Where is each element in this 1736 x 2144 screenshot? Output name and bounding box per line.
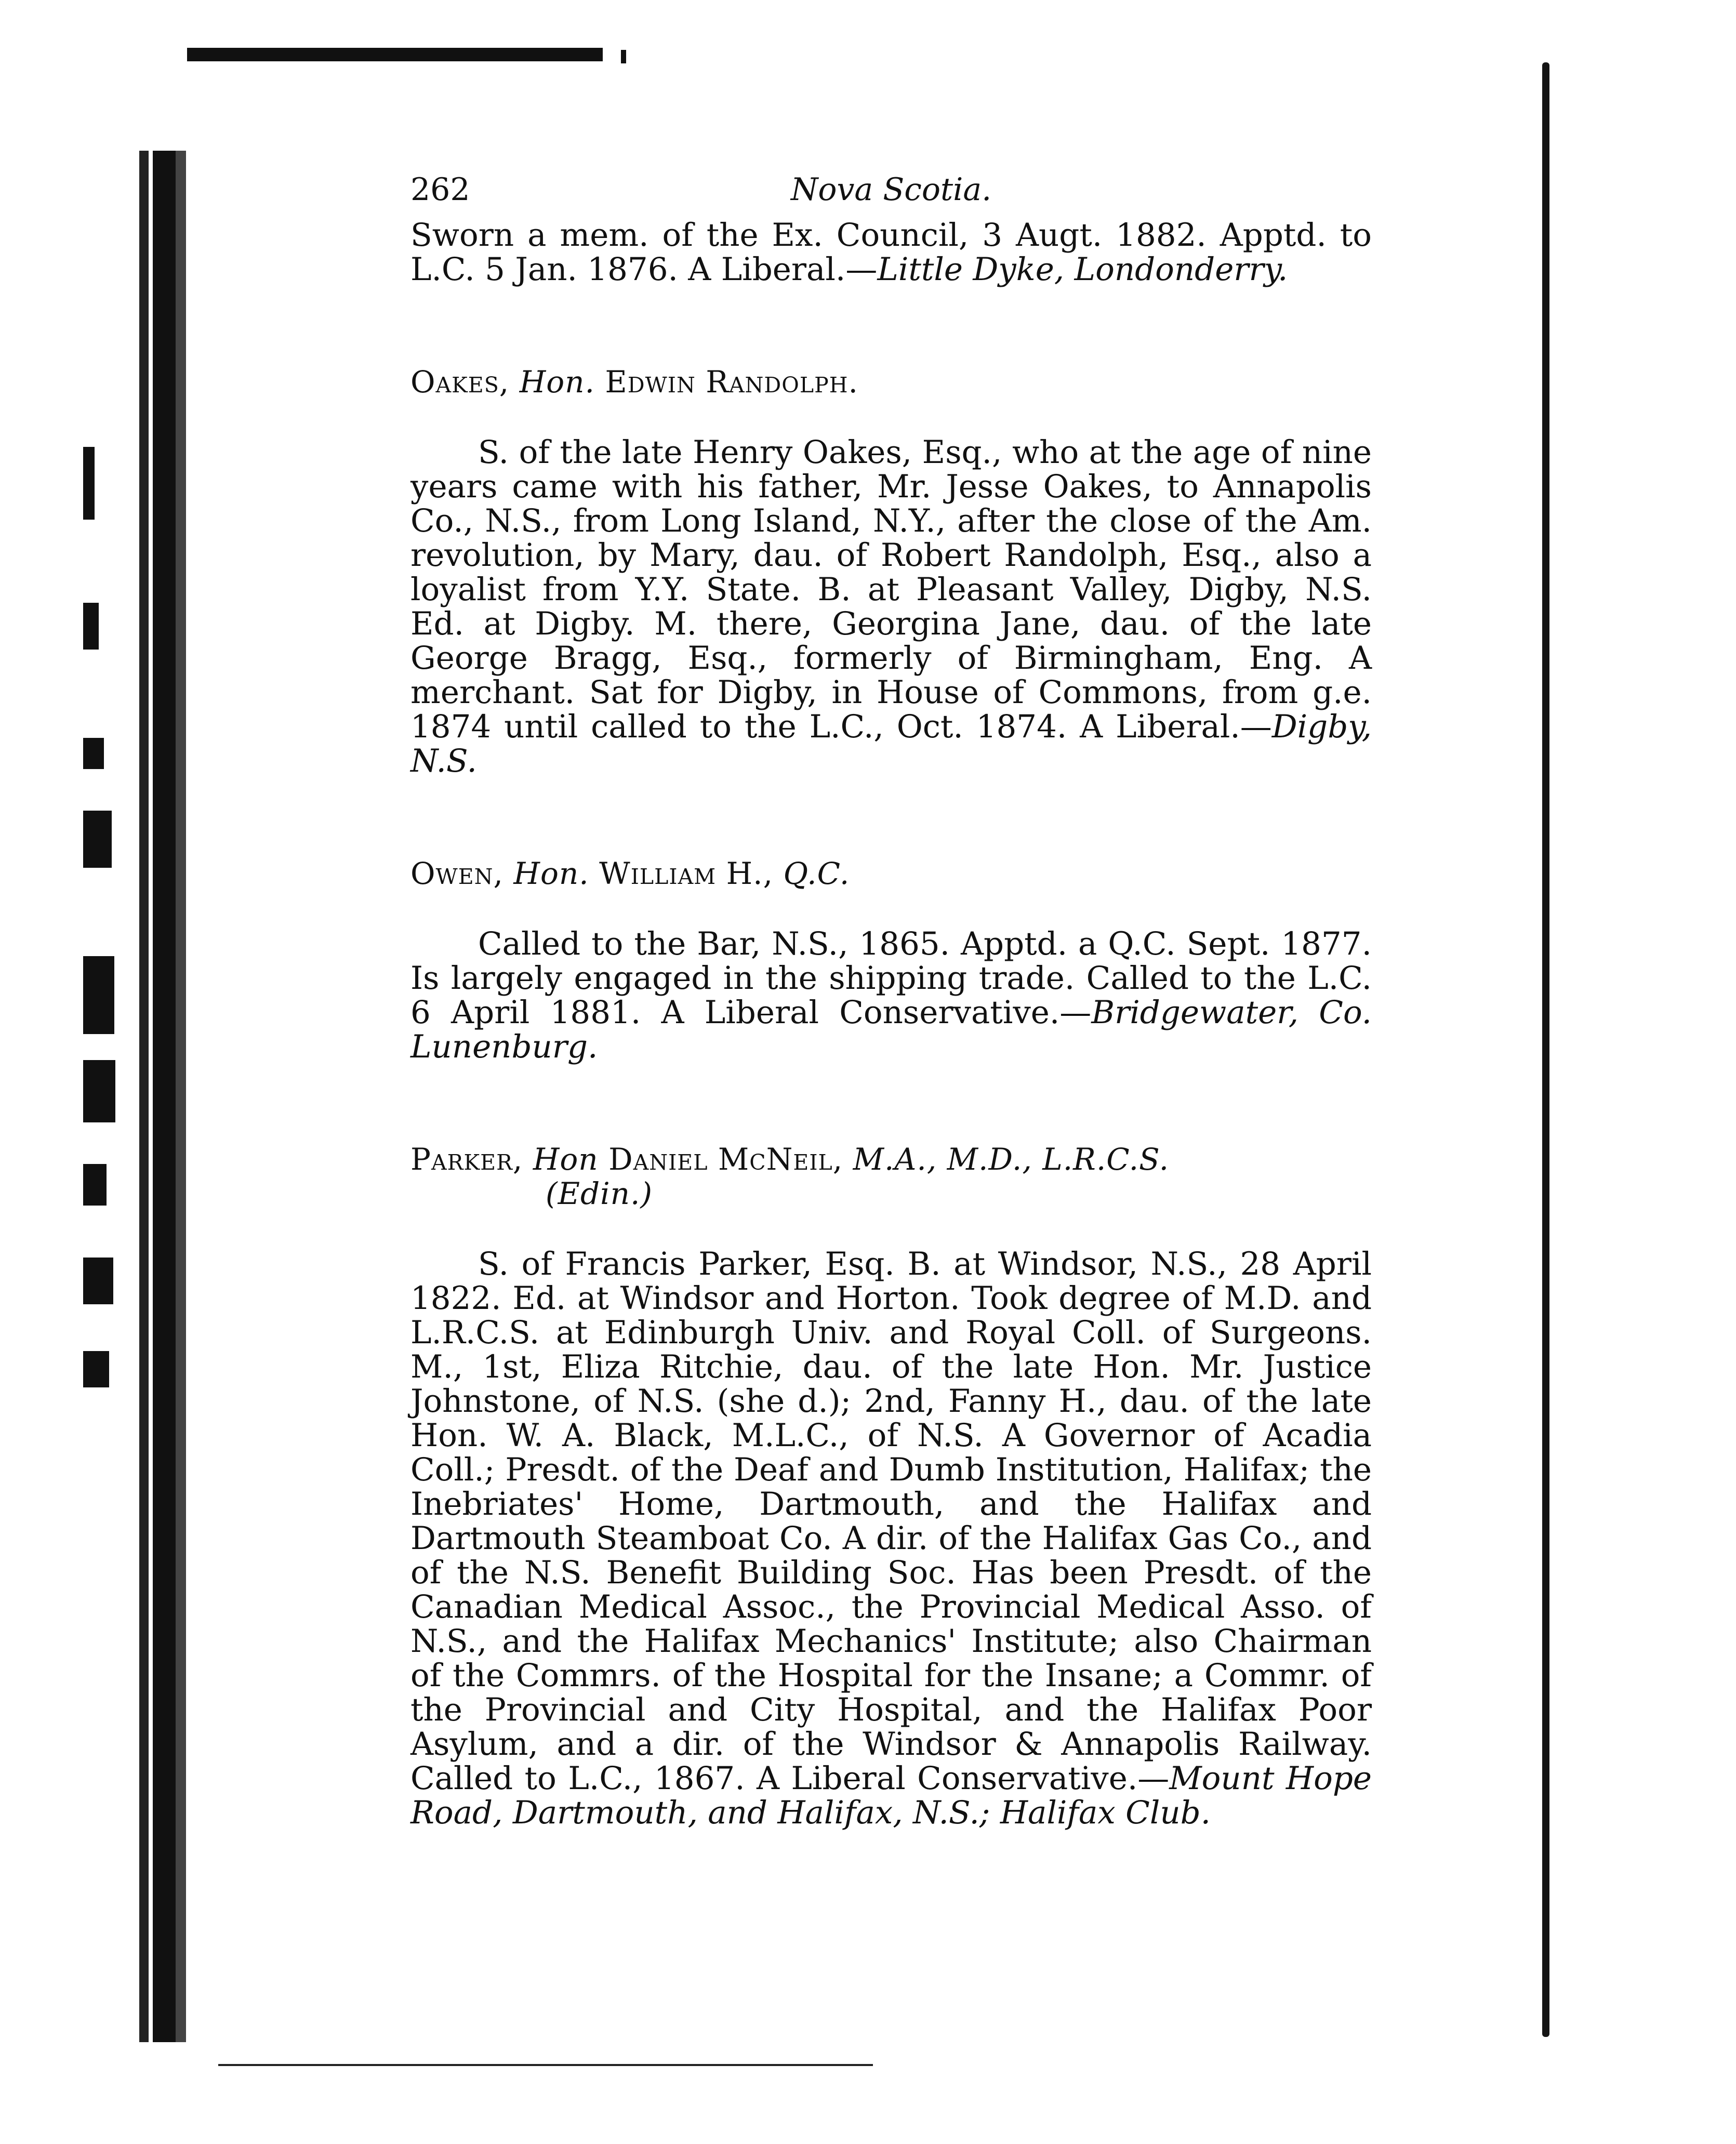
entry-title: Hon — [533, 1142, 599, 1177]
entry-surname: Parker, — [410, 1142, 523, 1177]
entry-text: Called to the Bar, N.S., 1865. Apptd. a Q.C. Sept. 1877. Is largely engaged in the shipping trade. Called to the L.C. 6 April 1881. A Liberal Conservative.— — [410, 925, 1372, 1031]
entry-text: S. of Francis Parker, Esq. B. at Windsor, N.S., 28 April 1822. Ed. at Windsor and Horton. Took degree of M.D. and L.R.C.S. at Edinburgh Univ. and Royal Coll. of Surgeons. M., 1st, Eliza Ritchie, dau. of the late Hon. Mr. Justice Johnstone, of N.S. (she d.); 2nd, Fanny H., dau. of the late Hon. W. A. Black, M.L.C., of N.S. A Governor of Acadia Coll.; Presdt. of the Deaf and Dumb Institution, Halifax; the Inebriates' Home, Dartmouth, and the Halifax and Dartmouth Steamboat Co. A dir. of the Halifax Gas Co., and of the N.S. Benefit Building Soc. Has been Presdt. of the Canadian Medical Assoc., the Provincial Medical Asso. of N.S., and the Halifax Mechanics' Institute; also Chairman of the Commrs. of the Hospital for the Insane; a Commr. of the Provincial and City Hospital, and the Halifax Poor Asylum, and a dir. of the Windsor & Annapolis Railway. Called to L.C., 1867. A Liberal Conservative.— — [410, 1246, 1372, 1797]
entry-text: S. of the late Henry Oakes, Esq., who at the age of nine years came with his father, Mr. Jesse Oakes, to Annapolis Co., N.S., from Long Island, N.Y., after the close of the Am. revolution, by Mary, dau. of Robert Randolph, Esq., also a loyalist from Y.Y. State. B. at Pleasant Valley, Digby, N.S. Ed. at Digby. M. there, Georgina Jane, dau. of the late George Bragg, Esq., formerly of Birmingham, Eng. A merchant. Sat for Digby, in House of Commons, from g.e. 1874 until called to the L.C., Oct. 1874. A Liberal.— — [410, 434, 1372, 745]
entry-surname: Oakes, — [410, 364, 510, 400]
entry-address: Digby, N.S. — [410, 708, 1372, 779]
entry-title: Hon. — [519, 364, 595, 400]
entry-heading-oakes — [410, 365, 1372, 399]
scan-edge-bar — [187, 48, 603, 61]
entry-address: Little Dyke, Londonderry. — [877, 251, 1288, 288]
entry-given-names: Edwin Randolph. — [605, 364, 858, 400]
page-number: 262 — [410, 171, 470, 208]
page-header — [410, 171, 1372, 218]
entry-title: Hon. — [513, 856, 589, 891]
entry-honours: Q.C. — [783, 856, 850, 891]
entry-body-oakes — [410, 435, 1372, 778]
scan-margin-marks — [52, 447, 140, 1798]
scan-bottom-edge — [218, 2064, 873, 2066]
scan-edge-tick — [621, 50, 626, 63]
entry-address: Mount Hope Road, Dartmouth, and Halifax, N.S.; Halifax Club. — [410, 1760, 1372, 1831]
entry-given-names: William H., — [599, 856, 774, 891]
entry-body-parker — [410, 1247, 1372, 1830]
entry-body-owen — [410, 927, 1372, 1064]
entry-honours: M.A., M.D., L.R.C.S. — [853, 1142, 1170, 1177]
entry-heading-owen — [410, 856, 1372, 891]
running-head: Nova Scotia. — [790, 171, 992, 208]
scan-binding-strip — [139, 151, 186, 2042]
entry-given-names: Daniel McNeil, — [608, 1142, 843, 1177]
document-page — [410, 171, 1372, 1830]
entry-text: Sworn a mem. of the Ex. Council, 3 Augt. 1882. Apptd. to L.C. 5 Jan. 1876. A Liberal.— — [410, 217, 1372, 288]
entry-heading-parker — [410, 1142, 1372, 1211]
entry-surname: Owen, — [410, 856, 503, 891]
continued-entry — [410, 218, 1372, 287]
entry-address: Bridgewater, Co. Lunenburg. — [410, 994, 1372, 1065]
scan-right-edge — [1542, 62, 1549, 2037]
entry-heading-continuation: (Edin.) — [546, 1176, 653, 1211]
